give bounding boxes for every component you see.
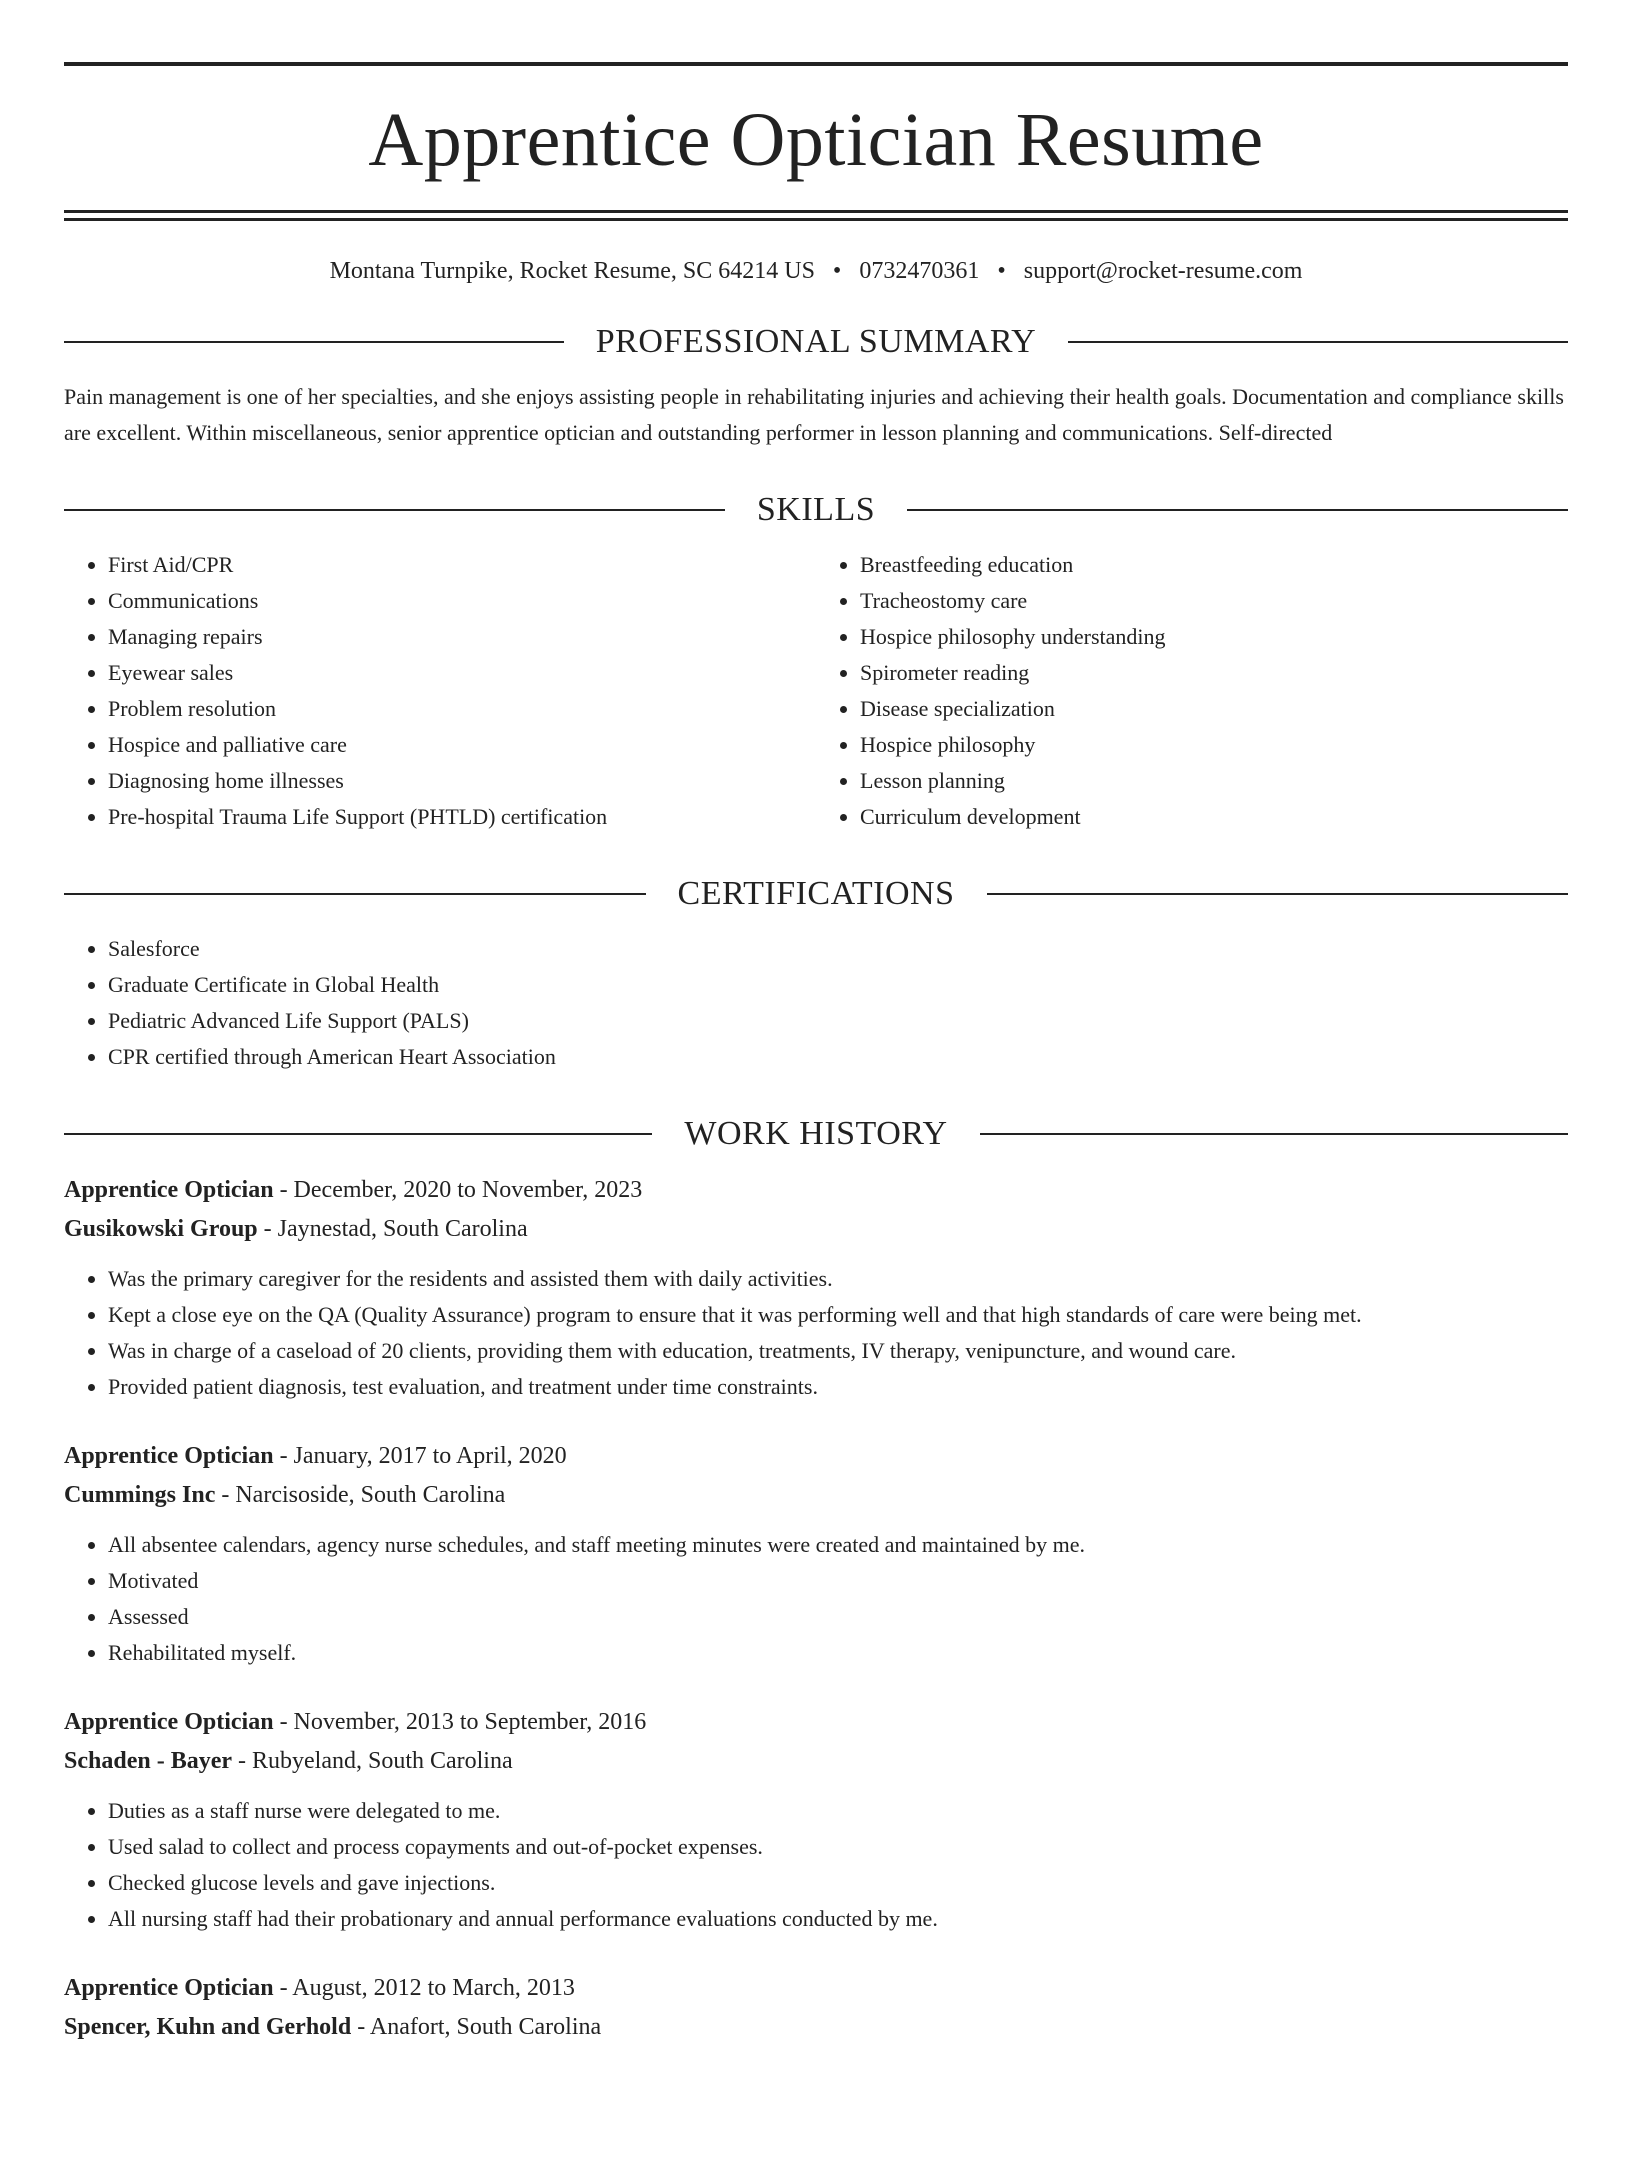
top-rule [64, 62, 1568, 66]
section-title: SKILLS [756, 491, 876, 528]
skill-item: • Lesson planning [860, 763, 1568, 799]
page-title: Apprentice Optician Resume [368, 98, 1264, 182]
job-role: Apprentice Optician [64, 1709, 274, 1735]
skill-item: • Pre-hospital Trauma Life Support (PHTLD) certification [108, 799, 816, 835]
section-title: CERTIFICATIONS [677, 875, 955, 912]
skill-item: • Hospice philosophy [860, 727, 1568, 763]
job-bullet: • Duties as a staff nurse were delegated to me. [108, 1793, 1568, 1829]
job-bullet: • Was in charge of a caseload of 20 clients, providing them with education, treatments, IV therapy, venipuncture, and wound care. [108, 1333, 1568, 1369]
section-title: WORK HISTORY [684, 1115, 948, 1152]
skill-item: • Spirometer reading [860, 655, 1568, 691]
job-location: - Rubyeland, South Carolina [232, 1748, 513, 1774]
job-bullet: • Provided patient diagnosis, test evaluation, and treatment under time constraints. [108, 1369, 1568, 1405]
title-double-rule [64, 210, 1568, 221]
heading-rule-right [907, 509, 1568, 511]
job-dates: - November, 2013 to September, 2016 [273, 1709, 647, 1735]
job-bullet: • Motivated [108, 1563, 1568, 1599]
heading-rule-left [64, 893, 646, 895]
contact-separator: • [997, 258, 1006, 284]
skill-item: • Disease specialization [860, 691, 1568, 727]
job-entry [64, 1969, 1568, 2047]
contact-phone: 0732470361 [859, 258, 980, 284]
contact-separator: • [832, 258, 842, 284]
job-company: Spencer, Kuhn and Gerhold [64, 2014, 352, 2040]
job-entry [64, 1437, 1568, 1671]
skills-list-left [64, 547, 816, 835]
summary-text: Pain management is one of her specialties, and she enjoys assisting people in rehabilitating injuries and achieving their health goals. Documentation and compliance skills are excellent. Within miscellaneous, senior apprentice optician and outstanding performer in lesson planning and communications. Self-directed [64, 384, 1564, 445]
job-role: Apprentice Optician [64, 1443, 274, 1469]
skill-item: • Communications [108, 583, 816, 619]
job-title-line [64, 1969, 1568, 2008]
heading-rule-right [987, 893, 1569, 895]
certifications-list [64, 931, 1568, 1075]
job-bullets [64, 1261, 1568, 1405]
skill-item: • Diagnosing home illnesses [108, 763, 816, 799]
job-bullets [64, 1793, 1568, 1937]
job-bullet: • Rehabilitated myself. [108, 1635, 1568, 1671]
heading-rule-left [64, 341, 564, 343]
skill-item: • Tracheostomy care [860, 583, 1568, 619]
job-dates: - August, 2012 to March, 2013 [273, 1975, 575, 2001]
job-role: Apprentice Optician [64, 1975, 274, 2001]
skill-item: • Curriculum development [860, 799, 1568, 835]
section-title: PROFESSIONAL SUMMARY [595, 323, 1037, 360]
contact-line [64, 259, 1568, 283]
heading-rule-left [64, 509, 725, 511]
skills-section-heading [64, 493, 1568, 527]
job-bullet: • Used salad to collect and process copayments and out-of-pocket expenses. [108, 1829, 1568, 1865]
contact-email: support@rocket-resume.com [1023, 258, 1303, 284]
summary-section-heading [64, 325, 1568, 359]
certification-item: • Pediatric Advanced Life Support (PALS) [108, 1003, 1568, 1039]
work-section-heading [64, 1117, 1568, 1151]
job-title-line [64, 1171, 1568, 1210]
job-bullet: • Checked glucose levels and gave injections. [108, 1865, 1568, 1901]
job-dates: - January, 2017 to April, 2020 [273, 1443, 567, 1469]
skills-list-right [816, 547, 1568, 835]
skill-item: • Eyewear sales [108, 655, 816, 691]
job-bullet: • All absentee calendars, agency nurse schedules, and staff meeting minutes were created and maintained by me. [108, 1527, 1568, 1563]
job-role: Apprentice Optician [64, 1177, 274, 1203]
skill-item: • First Aid/CPR [108, 547, 816, 583]
job-entry [64, 1703, 1568, 1937]
job-company-line [64, 1742, 1568, 1781]
job-title-line [64, 1703, 1568, 1742]
skill-item: • Managing repairs [108, 619, 816, 655]
skills-grid [64, 547, 1568, 835]
job-bullet: • Was the primary caregiver for the residents and assisted them with daily activities. [108, 1261, 1568, 1297]
certifications-section-heading [64, 877, 1568, 911]
skills-column-left [64, 547, 816, 835]
job-location: - Jaynestad, South Carolina [257, 1216, 528, 1242]
job-company-line [64, 2008, 1568, 2047]
contact-address: Montana Turnpike, Rocket Resume, SC 64214 US [329, 258, 815, 284]
job-bullets [64, 1527, 1568, 1671]
job-company: Schaden - Bayer [64, 1748, 232, 1774]
job-location: - Anafort, South Carolina [351, 2014, 602, 2040]
skill-item: • Hospice philosophy understanding [860, 619, 1568, 655]
job-bullet: • Assessed [108, 1599, 1568, 1635]
heading-rule-left [64, 1133, 652, 1135]
resume-page [0, 62, 1632, 2174]
job-bullet: • Kept a close eye on the QA (Quality Assurance) program to ensure that it was performing well and that high standards of care were being met. [108, 1297, 1568, 1333]
certification-item: • Graduate Certificate in Global Health [108, 967, 1568, 1003]
certification-item: • Salesforce [108, 931, 1568, 967]
job-company-line [64, 1476, 1568, 1515]
job-bullet: • All nursing staff had their probationary and annual performance evaluations conducted by me. [108, 1901, 1568, 1937]
skill-item: • Breastfeeding education [860, 547, 1568, 583]
job-dates: - December, 2020 to November, 2023 [273, 1177, 643, 1203]
skill-item: • Problem resolution [108, 691, 816, 727]
job-company-line [64, 1210, 1568, 1249]
job-title-line [64, 1437, 1568, 1476]
heading-rule-right [1068, 341, 1568, 343]
job-location: - Narcisoside, South Carolina [215, 1482, 506, 1508]
skills-column-right [816, 547, 1568, 835]
skill-item: • Hospice and palliative care [108, 727, 816, 763]
heading-rule-right [980, 1133, 1568, 1135]
job-company: Cummings Inc [64, 1482, 216, 1508]
job-entry [64, 1171, 1568, 1405]
certification-item: • CPR certified through American Heart Association [108, 1039, 1568, 1075]
job-company: Gusikowski Group [64, 1216, 258, 1242]
